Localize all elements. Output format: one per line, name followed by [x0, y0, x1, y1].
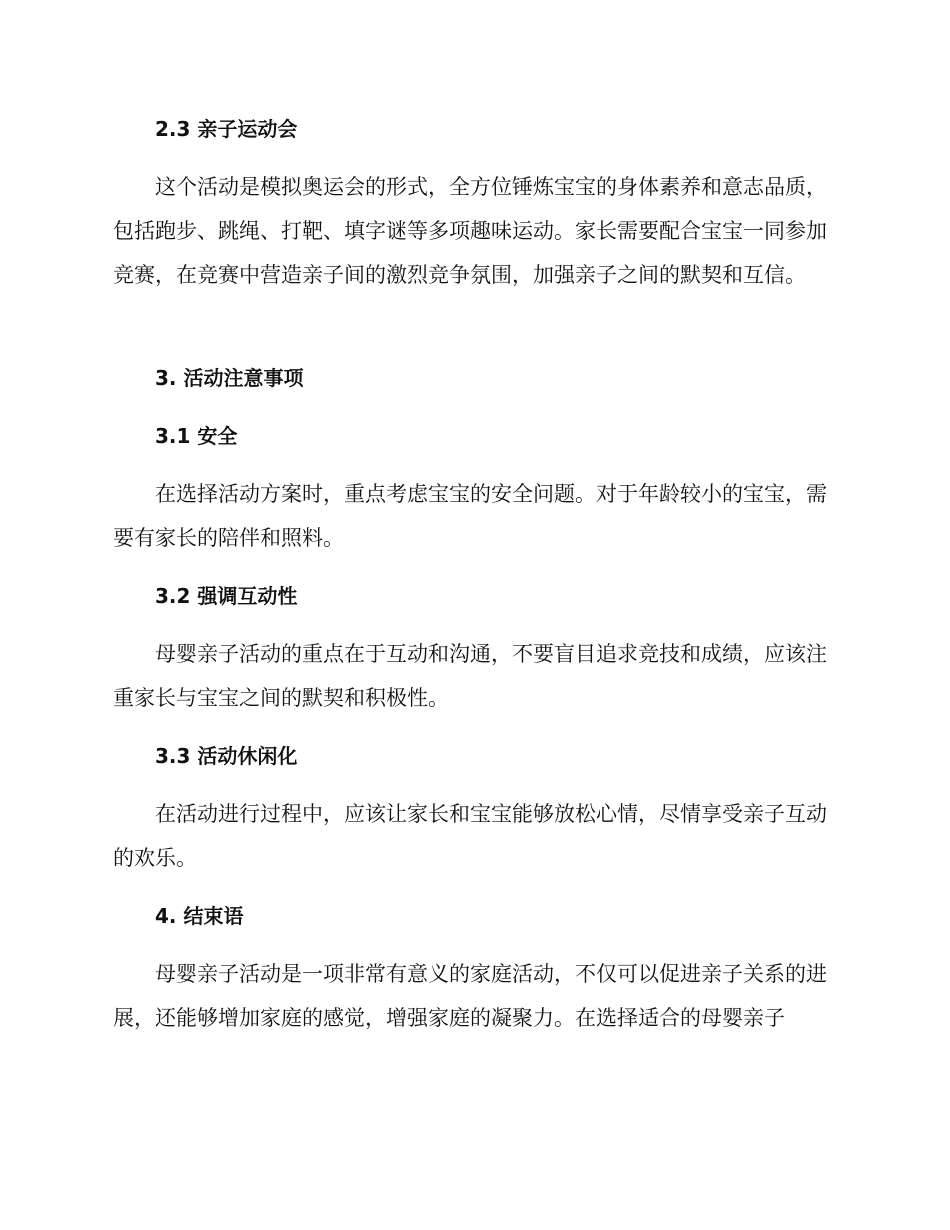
paragraph-safety: 在选择活动方案时，重点考虑宝宝的安全问题。对于年龄较小的宝宝，需要有家长的陪伴和照料。	[113, 482, 827, 550]
paragraph-conclusion: 母婴亲子活动是一项非常有意义的家庭活动，不仅可以促进亲子关系的进展，还能够增加家庭的感觉，增强家庭的凝聚力。在选择适合的母婴亲子	[113, 962, 827, 1030]
section-heading-4: 4. 结束语	[155, 904, 244, 928]
section-heading-3: 3. 活动注意事项	[155, 366, 304, 390]
paragraph-sports-meet: 这个活动是模拟奥运会的形式，全方位锤炼宝宝的身体素养和意志品质，包括跑步、跳绳、打靶、填字谜等多项趣味运动。家长需要配合宝宝一同参加竞赛，在竞赛中营造亲子间的激烈竞争氛围，加强亲子之间的默契和互信。	[113, 175, 827, 287]
section-heading-2-3: 2.3 亲子运动会	[155, 117, 298, 141]
paragraph-leisure: 在活动进行过程中，应该让家长和宝宝能够放松心情，尽情享受亲子互动的欢乐。	[113, 802, 827, 870]
section-heading-3-3: 3.3 活动休闲化	[155, 744, 298, 768]
section-heading-3-2: 3.2 强调互动性	[155, 584, 298, 608]
section-heading-3-1: 3.1 安全	[155, 424, 238, 448]
paragraph-interaction: 母婴亲子活动的重点在于互动和沟通，不要盲目追求竞技和成绩，应该注重家长与宝宝之间的默契和积极性。	[113, 642, 827, 710]
